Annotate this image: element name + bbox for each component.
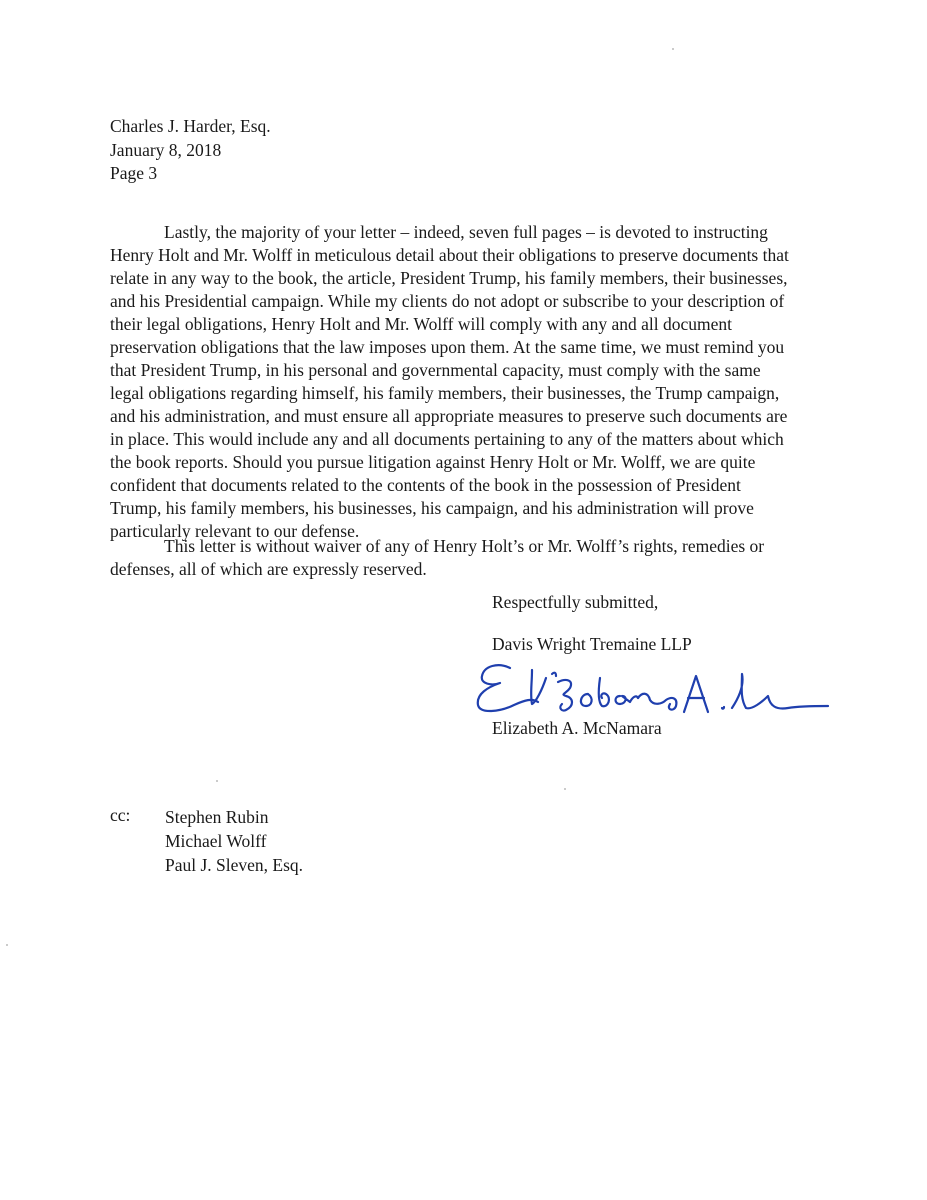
paragraph-line: legal obligations regarding himself, his family members, their businesses, the Trump campaign, bbox=[110, 383, 780, 403]
cc-recipient: Michael Wolff bbox=[165, 831, 267, 851]
cc-label: cc: bbox=[110, 805, 131, 825]
letter-date: January 8, 2018 bbox=[110, 139, 222, 160]
paragraph-line: particularly relevant to our defense. bbox=[110, 521, 360, 541]
cc-recipient: Stephen Rubin bbox=[165, 807, 269, 827]
paragraph-line: and his administration, and must ensure all appropriate measures to preserve such documents are bbox=[110, 406, 788, 426]
paragraph-line: in place. This would include any and all documents pertaining to any of the matters about which bbox=[110, 429, 784, 449]
scan-speck bbox=[6, 944, 8, 946]
scan-speck bbox=[564, 788, 566, 790]
cc-recipient: Paul J. Sleven, Esq. bbox=[165, 855, 304, 875]
paragraph-line: and his Presidential campaign. While my clients do not adopt or subscribe to your description of bbox=[110, 291, 785, 311]
scan-speck bbox=[216, 780, 218, 782]
signature-ink bbox=[478, 665, 828, 712]
body-paragraph-reservation bbox=[110, 535, 825, 581]
paragraph-line: Trump, his family members, his businesses, his campaign, and his administration will prove bbox=[110, 498, 754, 518]
paragraph-line: relate in any way to the book, the article, President Trump, his family members, their businesses, bbox=[110, 268, 788, 288]
paragraph-line: preservation obligations that the law imposes upon them. At the same time, we must remind you bbox=[110, 337, 785, 357]
paragraph-line: defenses, all of which are expressly reserved. bbox=[110, 559, 427, 579]
firm-name: Davis Wright Tremaine LLP bbox=[492, 634, 692, 654]
recipient-name: Charles J. Harder, Esq. bbox=[110, 116, 271, 136]
paragraph-line: Henry Holt and Mr. Wolff in meticulous detail about their obligations to preserve documents that bbox=[110, 245, 789, 265]
letter-header bbox=[110, 115, 271, 186]
cc-list bbox=[165, 805, 303, 877]
scan-speck bbox=[672, 48, 674, 50]
paragraph-line: Lastly, the majority of your letter – indeed, seven full pages – is devoted to instructing bbox=[164, 222, 768, 242]
valediction: Respectfully submitted, bbox=[492, 592, 659, 612]
signer-name: Elizabeth A. McNamara bbox=[492, 718, 662, 738]
paragraph-line: This letter is without waiver of any of Henry Holt’s or Mr. Wolff’s rights, remedies or bbox=[164, 536, 765, 556]
paragraph-line: the book reports. Should you pursue litigation against Henry Holt or Mr. Wolff, we are quite bbox=[110, 452, 756, 472]
paragraph-line: their legal obligations, Henry Holt and Mr. Wolff will comply with any and all document bbox=[110, 314, 733, 334]
body-paragraph-preservation bbox=[110, 221, 825, 543]
handwritten-signature bbox=[470, 650, 840, 725]
paragraph-line: confident that documents related to the contents of the book in the possession of President bbox=[110, 475, 741, 495]
paragraph-line: that President Trump, in his personal and governmental capacity, must comply with the same bbox=[110, 360, 761, 380]
page-number: Page 3 bbox=[110, 163, 158, 183]
